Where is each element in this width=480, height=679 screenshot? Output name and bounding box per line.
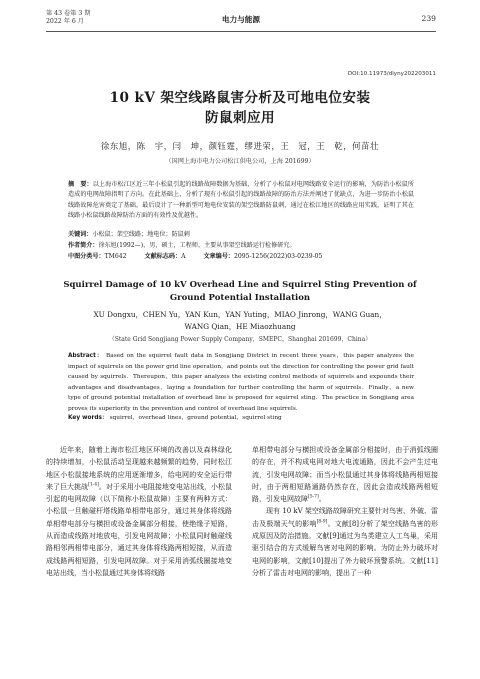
abstract-en-text: Based on the squirrel fault data in Songjiang District in recent three years，this paper analyzes the impact of squirrels on the power grid line operation，and points out the direction for controlling the power grid fault caused by squirrels．Thereupon，this paper analyzes the existing control methods of squirrels and expounds their advantages and disadvantages，laying a foundation for further controlling the harm of squirrels．Finally，a new type of ground potential installation of overhead line is proposed for squirrel sting．The practice in Songjiang area proves its superiority in the prevention and control of overhead line squirrels． (68, 353, 414, 412)
keywords-en (68, 413, 414, 424)
journal-name: 电力与能源 (222, 15, 260, 24)
volume-issue: 第 43 卷第 3 期 (46, 10, 91, 17)
citation-ref: [5-7] (308, 494, 319, 500)
body-text: 现有 10 kV 架空线路故障研究主要针对鸟害、外破、雷击及极端天气的影响 (252, 507, 438, 528)
doi: DOI:10.11973/dlyny202203011 (347, 71, 436, 77)
author-intro-label: 作者简介： (68, 242, 99, 249)
issue-date: 2022 年 6 月 (46, 18, 84, 25)
classification-meta (68, 252, 414, 262)
body-text: 。 (318, 495, 326, 504)
paper-title-en-line2: Ground Potential Installation (169, 293, 311, 303)
body-paragraph (252, 505, 438, 579)
doc-code-label: 文献标志码： (144, 253, 182, 260)
abstract-en (68, 351, 414, 415)
article-id (203, 252, 322, 262)
abstract-cn-text: 以上海市松江区近三年小松鼠引起的线路故障数据为基础，分析了小松鼠对电网线路安全运行的影响，为防治小松鼠所造成的电网故障指明了方向。在此基础上，分析了现有小松鼠引起的线路故障的防治方法并阐述了优缺点，为进一步防治小松鼠线路故障危害奠定了基础。最后设计了一种新型可地电位安装的架空线路防鼠刺，通过在松江地区的线路应用实践，证明了其在线路小松鼠线路故障防治方面的有效性及优越性。 (68, 181, 415, 220)
clc-number (68, 252, 127, 262)
article-id-label: 文章编号： (203, 253, 234, 260)
keywords-cn-text: 小松鼠；架空线路；地电位；防鼠刺 (92, 231, 190, 238)
keywords-cn (68, 230, 414, 240)
authors-en-line2: WANG Qian，HE Miaozhuang (184, 322, 296, 331)
keywords-cn-label: 关键词： (68, 231, 93, 238)
header-rule (46, 31, 436, 32)
page-header (46, 10, 436, 36)
article-id-value: 2095-1256(2022)03-0239-05 (233, 253, 323, 260)
body-column-left (46, 444, 232, 579)
citation-ref: [1-4] (88, 482, 99, 488)
abstract-cn-label: 摘 要： (68, 181, 93, 188)
doc-code-value: A (181, 253, 186, 260)
body-paragraph (46, 444, 232, 579)
authors-cn: 徐东旭，陈 宇，闫 坤，颜钰霆，缪进荣，王 冠，王 乾，何苗壮 (100, 141, 380, 151)
clc-value: TM642 (104, 253, 127, 260)
body-text: 。对于采用小电阻接地变电站出线，小松鼠引起的电网故障（以下简称小松鼠故障）主要有两种方式：小松鼠一旦触碰杆塔线路单相带电部分，通过其身体将线路单相带电部分与横担或设备金属部分相接，使绝缘子短路，从而造成线路对地放电，引发电网故障；小松鼠同时触碰线路相邻两相带电部分，通过其身体将线路两相短接，从而造成线路两相短路，引发电网故障。对于采用消弧线圈接地变电站出线，当小松鼠通过其身体将线路 (46, 482, 233, 577)
keywords-en-text: squirrel，overhead lines，ground potential，squirrel sting (109, 415, 282, 421)
keywords-en-label: Key words： (68, 415, 108, 421)
affiliation-en: （State Grid Songjiang Power Supply Company，SMEPC，Shanghai 201699，China） (108, 336, 372, 343)
page-number: 239 (421, 14, 436, 23)
affiliation-cn: （国网上海市电力公司松江供电公司，上海 201699） (165, 158, 315, 165)
body-text: 单相带电部分与横担或设备金属部分相接时，由于消弧线圈的存在，并不构成电网对地大电流通路，因此不会产生过电流，引发电网故障；而当小松鼠通过其身体将线路两相短接时，由于两相短路通路仍然存在，因此会造成线路两相短路，引发电网故障 (252, 446, 438, 504)
paper-title-en (0, 279, 480, 305)
abstract-cn (68, 180, 414, 222)
body-text: 。文献[8]分析了架空线路鸟害的形成原因及防治措施。文献[9]通过为鸟类建立人工鸟巢，采用驱引结合的方式缓解鸟害对电网的影响。为防止外力破坏对电网的影响，文献[10]提出了外力破坏预警系统。文献[11]分析了雷击对电网的影响，提出了一种 (252, 519, 439, 577)
citation-ref: [8-9] (316, 519, 328, 525)
paper-title-cn (0, 88, 480, 128)
body-text: 近年来，随着上海市松江地区环境的改善以及森林绿化的持续增加，小松鼠活动呈现越来越频繁的趋势，同时松江地区小松鼠接地系统的应用逐渐增多，给电网的安全运行带来了巨大挑战 (46, 446, 232, 491)
author-intro-cn (68, 241, 414, 251)
authors-en (0, 309, 480, 333)
paper-title-cn-line1: 10 kV 架空线路鼠害分析及可地电位安装 (109, 90, 371, 106)
body-column-right (252, 444, 438, 579)
body-paragraph (252, 444, 438, 505)
paper-title-en-line1: Squirrel Damage of 10 kV Overhead Line and Squirrel Sting Prevention of (63, 280, 417, 290)
paper-title-cn-line2: 防鼠刺应用 (205, 110, 275, 126)
author-intro-text: 徐东旭(1992—)，男，硕士，工程师，主要从事架空线路运行检修研究。 (98, 242, 296, 249)
abstract-en-label: Abstract： (68, 353, 104, 359)
document-code (145, 252, 186, 262)
clc-label: 中图分类号： (68, 253, 105, 260)
authors-en-line1: XU Dongxu，CHEN Yu，YAN Kun，YAN Yuting，MIAO Jinrong，WANG Guan， (93, 310, 387, 319)
